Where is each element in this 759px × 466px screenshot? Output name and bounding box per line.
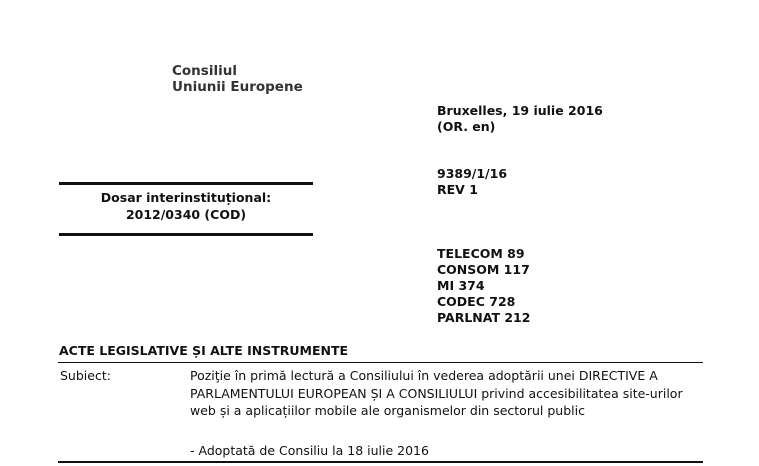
- dosar-box: [59, 182, 313, 236]
- original-language: (OR. en): [437, 119, 496, 134]
- adoption-note: - Adoptată de Consiliu la 18 iulie 2016: [190, 443, 429, 458]
- place-date-block: [437, 103, 603, 135]
- code-item: CODEC 728: [437, 294, 516, 309]
- issuer-block: [172, 63, 303, 95]
- subject-text: Poziţie în primă lectură a Consiliului în vederea adoptării unei DIRECTIVE A PARLAMENTULUI EUROPEAN ȘI A CONSILIULUI privind accesibilitatea site-urilor web și a aplicațiilor mobile ale organismelor din sectorul public: [190, 368, 683, 418]
- section-heading: ACTE LEGISLATIVE ȘI ALTE INSTRUMENTE: [59, 343, 349, 358]
- revision: REV 1: [437, 182, 478, 197]
- issuer-line-1: Consiliul: [172, 63, 237, 79]
- divider: [58, 461, 703, 463]
- dosar-value: 2012/0340 (COD): [125, 207, 247, 222]
- codes-block: [437, 246, 530, 326]
- document-number-block: [437, 166, 507, 198]
- document-number: 9389/1/16: [437, 166, 508, 181]
- subject-label: Subiect:: [60, 368, 111, 383]
- code-item: PARLNAT 212: [437, 310, 531, 325]
- divider: [58, 362, 703, 363]
- code-item: MI 374: [437, 278, 485, 293]
- code-item: CONSOM 117: [437, 262, 530, 277]
- code-item: TELECOM 89: [437, 246, 525, 261]
- place-date: Bruxelles, 19 iulie 2016: [437, 103, 603, 118]
- issuer-line-2: Uniunii Europene: [172, 79, 303, 95]
- dosar-label: Dosar interinstituțional:: [100, 190, 272, 205]
